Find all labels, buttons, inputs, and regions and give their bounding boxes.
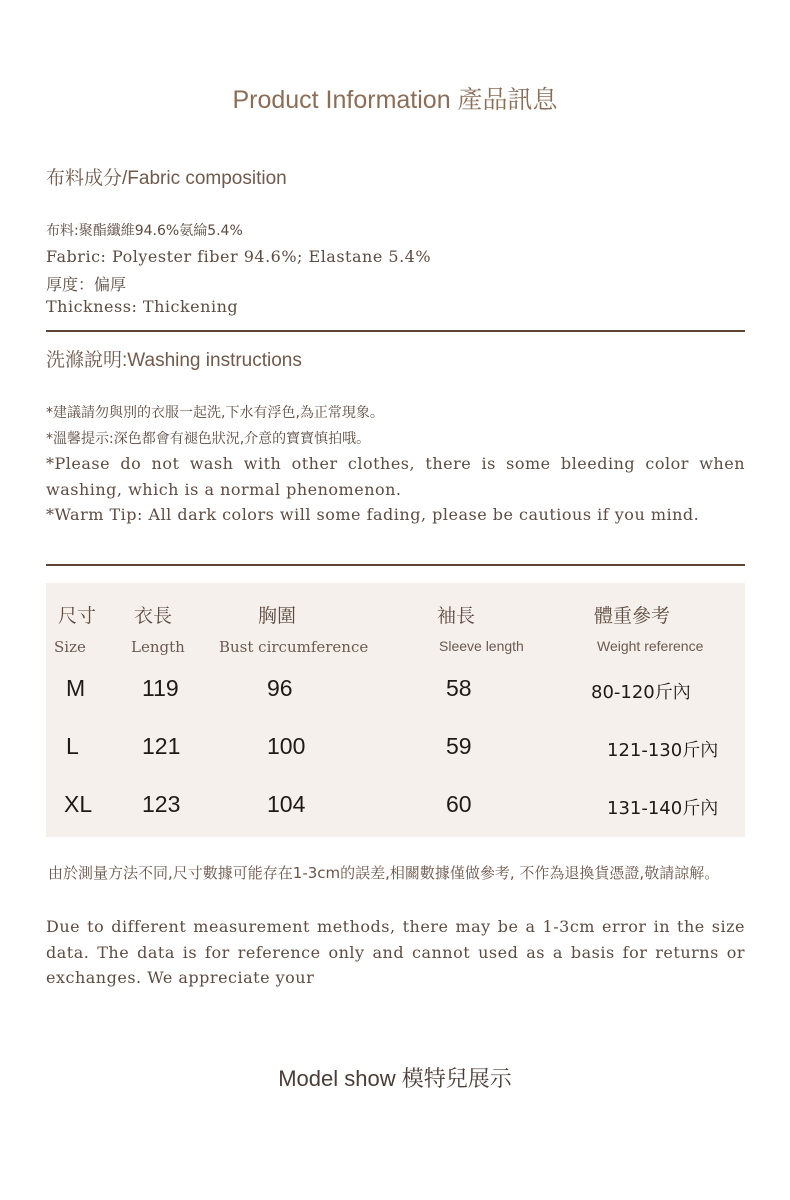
row-xl-bust: 104 (267, 791, 306, 817)
measurement-note-cn: 由於測量方法不同,尺寸數據可能存在1-3cm的誤差,相關數據僅做參考, 不作為退換貨憑證,敬請諒解。 (48, 864, 720, 882)
page-title: Product Information 產品訊息 (232, 86, 558, 114)
washing-cn-line-1: *建議請勿與別的衣服一起洗,下水有浮色,為正常現象。 (46, 405, 384, 421)
divider (46, 564, 745, 566)
header-cn-sleeve: 袖長 (437, 605, 476, 627)
header-cn-size: 尺寸 (58, 605, 97, 627)
row-xl-weight: 131-140斤內 (607, 798, 719, 819)
washing-cn-line-2: *溫馨提示:深色都會有褪色狀況,介意的寶寶慎拍哦。 (46, 431, 371, 447)
row-xl-size: XL (64, 791, 93, 817)
fabric-cn-line: 布料:聚酯纖維94.6%氨綸5.4% (46, 223, 243, 239)
row-m-length: 119 (142, 675, 179, 701)
fabric-en-line: Fabric: Polyester fiber 94.6%; Elastane 5.4% (46, 247, 432, 266)
row-m-sleeve: 58 (446, 675, 472, 701)
washing-en-para-1: *Please do not wash with other clothes, there is some bleeding color when washing, which is a normal phenomenon. (46, 454, 745, 499)
header-cn-weight: 體重參考 (594, 605, 671, 627)
divider (46, 330, 745, 332)
washing-heading: 洗滌說明:Washing instructions (46, 350, 302, 371)
row-l-sleeve: 59 (446, 733, 472, 759)
header-en-weight: Weight reference (597, 638, 704, 654)
header-en-size: Size (54, 638, 86, 656)
fabric-heading: 布料成分/Fabric composition (46, 168, 287, 189)
row-xl-sleeve: 60 (446, 791, 472, 817)
header-cn-length: 衣長 (134, 605, 173, 627)
row-l-size: L (66, 733, 79, 759)
row-m-bust: 96 (267, 675, 293, 701)
measurement-note-en: Due to different measurement methods, there may be a 1-3cm error in the size data. The data is for reference only and cannot used as a basis for returns or exchanges. We appreciate your (46, 917, 745, 987)
size-table (46, 583, 745, 837)
washing-en-para-2: *Warm Tip: All dark colors will some fading, please be cautious if you mind. (46, 505, 700, 524)
header-cn-bust: 胸圍 (258, 605, 297, 627)
thickness-cn: 厚度：偏厚 (46, 275, 127, 294)
header-en-sleeve: Sleeve length (439, 638, 524, 654)
row-l-length: 121 (142, 733, 181, 759)
row-l-weight: 121-130斤內 (607, 740, 719, 761)
header-en-bust: Bust circumference (219, 638, 369, 656)
header-en-length: Length (131, 638, 185, 656)
row-xl-length: 123 (142, 791, 181, 817)
row-l-bust: 100 (267, 733, 306, 759)
model-show-heading: Model show 模特兒展示 (278, 1066, 512, 1091)
thickness-en: Thickness: Thickening (46, 297, 239, 316)
row-m-weight: 80-120斤內 (591, 682, 691, 703)
row-m-size: M (66, 675, 86, 701)
